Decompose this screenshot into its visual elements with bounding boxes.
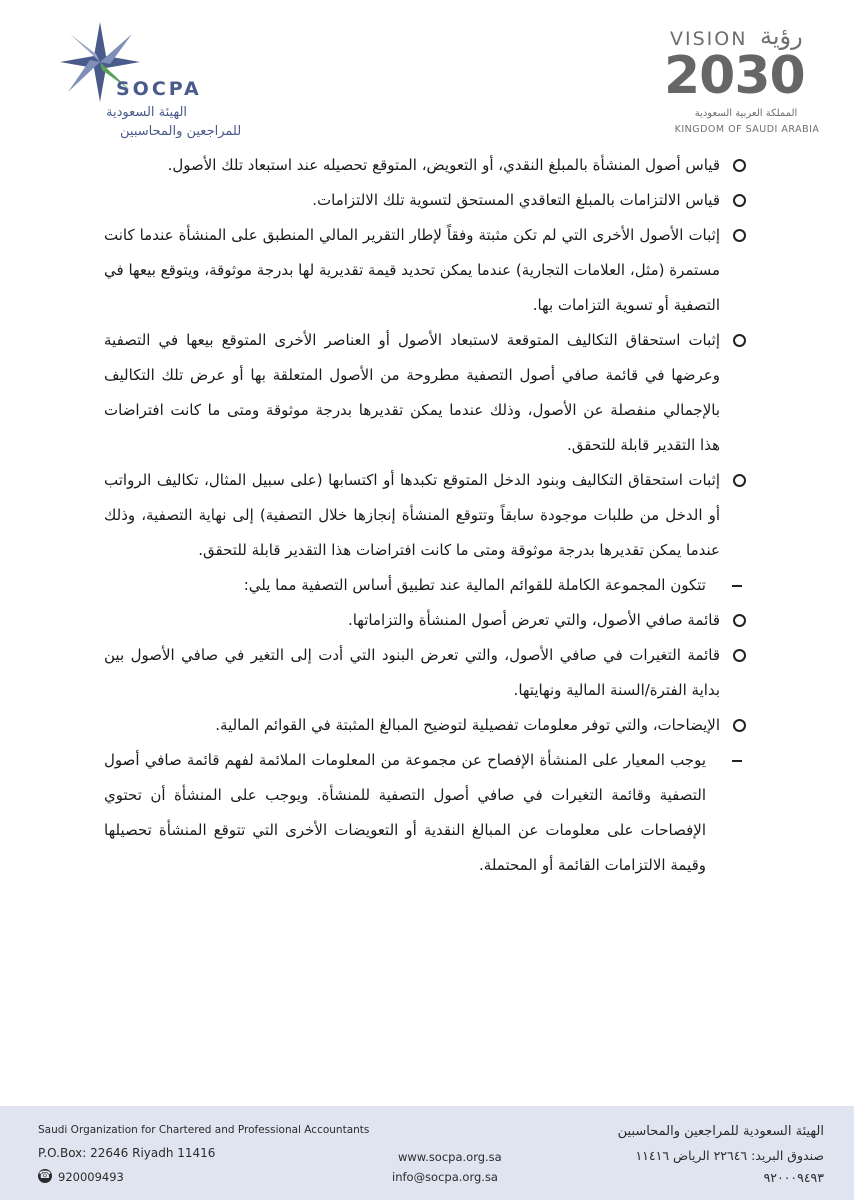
footer-org-name-en: Saudi Organization for Chartered and Professional Accountants bbox=[38, 1124, 370, 1136]
page-footer bbox=[0, 1106, 854, 1200]
bullet-paragraph bbox=[104, 218, 720, 323]
paragraph-text: إثبات الأصول الأخرى التي لم تكن مثبتة وفقاً لإطار التقرير المالي المنطبق على المنشأة عندما كانت مستمرة (مثل، العلامات التجارية) عندما يمكن تحديد قيمة تقديرية لها بدرجة موثوقة، ويتوقع بيعها في التصفية أو تسوية التزامات بها. bbox=[104, 226, 720, 314]
circle-bullet-icon bbox=[724, 463, 746, 498]
socpa-name-ar-line2: للمراجعين والمحاسبين bbox=[120, 124, 242, 139]
paragraph-text: الإيضاحات، والتي توفر معلومات تفصيلية لتوضيح المبالغ المثبتة في القوائم المالية. bbox=[215, 716, 720, 734]
dash-paragraph bbox=[104, 568, 706, 603]
footer-pobox-en: P.O.Box: 22646 Riyadh 11416 bbox=[38, 1146, 216, 1160]
socpa-name-ar-line1: الهيئة السعودية bbox=[106, 105, 188, 120]
bullet-paragraph bbox=[104, 708, 720, 743]
circle-bullet-icon bbox=[724, 708, 746, 743]
footer-email-link[interactable]: info@socpa.org.sa bbox=[392, 1170, 498, 1184]
dash-bullet-icon bbox=[720, 568, 742, 603]
vision-word: VISION bbox=[670, 28, 748, 50]
paragraph-text: قائمة التغيرات في صافي الأصول، والتي تعرض البنود التي أدت إلى التغير في صافي الأصول بين بداية الفترة/السنة المالية ونهايتها. bbox=[104, 646, 720, 699]
circle-bullet-icon bbox=[724, 323, 746, 358]
circle-bullet-icon bbox=[724, 148, 746, 183]
bullet-paragraph bbox=[104, 463, 720, 568]
phone-icon: ☎ bbox=[38, 1170, 52, 1181]
paragraph-text: إثبات استحقاق التكاليف وبنود الدخل المتوقع تكبدها أو اكتسابها (على سبيل المثال، تكاليف الرواتب أو الدخل من طلبات موجودة سابقاً وتتوقع المنشأة إنجازها خلال التصفية) إلى نهاية التصفية، وذلك عندما يمكن تقديرها بدرجة موثوقة ومتى ما كانت افتراضات هذا التقدير قابلة للتحقق. bbox=[104, 471, 720, 559]
paragraph-text: إثبات استحقاق التكاليف المتوقعة لاستبعاد الأصول أو العناصر الأخرى المتوقع بيعها في التصفية وعرضها في قائمة صافي أصول التصفية مطروحة من الأصول المتعلقة بها أو عرض تلك التكاليف بالإجمالي منفصلة عن الأصول، وذلك عندما يمكن تقديرها بدرجة موثوقة ومتى ما كانت افتراضات هذا التقدير قابلة للتحقق. bbox=[104, 331, 720, 454]
document-body bbox=[104, 148, 720, 883]
bullet-paragraph bbox=[104, 148, 720, 183]
footer-pobox-ar: صندوق البريد: ٢٢٦٤٦ الرياض ١١٤١٦ bbox=[635, 1148, 824, 1163]
bullet-paragraph bbox=[104, 603, 720, 638]
vision-kingdom-ar: المملكة العربية السعودية bbox=[694, 108, 798, 119]
paragraph-text: قياس أصول المنشأة بالمبلغ النقدي، أو التعويض، المتوقع تحصيله عند استبعاد تلك الأصول. bbox=[167, 156, 720, 174]
footer-org-name-ar: الهيئة السعودية للمراجعين والمحاسبين bbox=[617, 1124, 824, 1139]
bullet-paragraph bbox=[104, 323, 720, 463]
vision-year: 2030 bbox=[664, 46, 805, 106]
circle-bullet-icon bbox=[724, 638, 746, 673]
footer-website-link[interactable]: www.socpa.org.sa bbox=[398, 1150, 502, 1164]
vision-word-ar: رؤية bbox=[760, 22, 803, 50]
dash-paragraph bbox=[104, 743, 706, 883]
bullet-paragraph bbox=[104, 183, 720, 218]
paragraph-text: قائمة صافي الأصول، والتي تعرض أصول المنشأة والتزاماتها. bbox=[347, 611, 720, 629]
paragraph-text: تتكون المجموعة الكاملة للقوائم المالية عند تطبيق أساس التصفية مما يلي: bbox=[243, 576, 706, 594]
bullet-paragraph bbox=[104, 638, 720, 708]
socpa-name-en: SOCPA bbox=[116, 78, 202, 100]
vision-2030-logo bbox=[656, 16, 836, 135]
circle-bullet-icon bbox=[724, 183, 746, 218]
paragraph-text: قياس الالتزامات بالمبلغ التعاقدي المستحق لتسوية تلك الالتزامات. bbox=[312, 191, 720, 209]
footer-phone-ar: ٩٢٠٠٠٩٤٩٣ bbox=[763, 1170, 824, 1185]
circle-bullet-icon bbox=[724, 218, 746, 253]
footer-phone: 920009493 bbox=[58, 1170, 124, 1184]
circle-bullet-icon bbox=[724, 603, 746, 638]
socpa-logo bbox=[34, 14, 264, 144]
dash-bullet-icon bbox=[720, 743, 742, 778]
vision-kingdom-en: KINGDOM OF SAUDI ARABIA bbox=[674, 124, 820, 135]
paragraph-text: يوجب المعيار على المنشأة الإفصاح عن مجموعة من المعلومات الملائمة لفهم قائمة صافي أصول التصفية وقائمة التغيرات في صافي أصول التصفية للمنشأة. ويوجب على المنشأة أن تحتوي الإفصاحات على معلومات عن المبالغ النقدية أو التعويضات الأخرى التي تتوقع المنشأة تحصيلها وقيمة الالتزامات القائمة أو المحتملة. bbox=[104, 751, 706, 874]
